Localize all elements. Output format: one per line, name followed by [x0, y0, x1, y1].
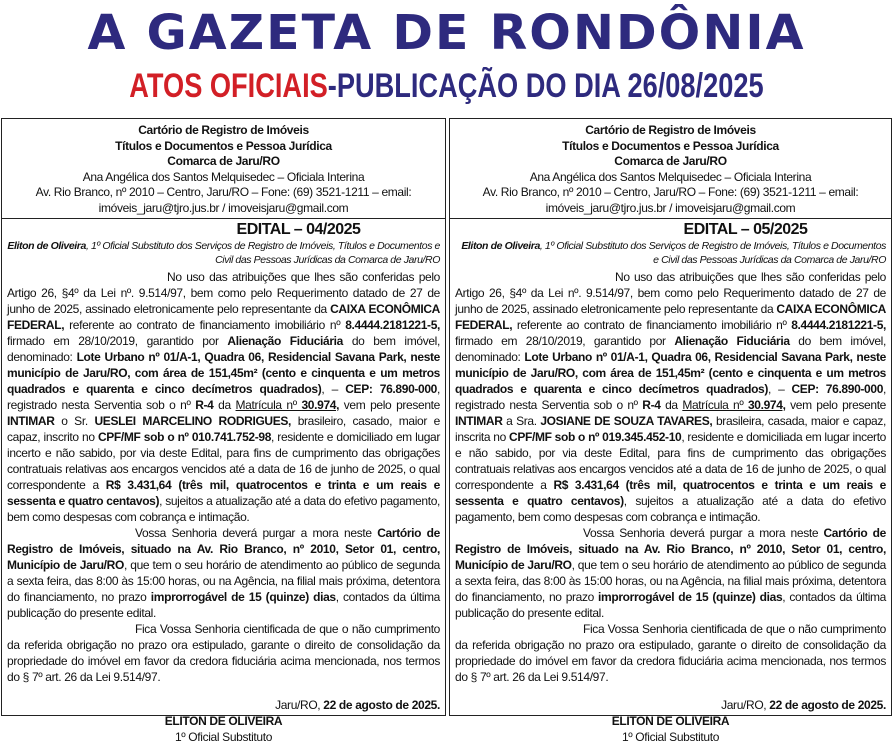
- edital-date: [455, 697, 886, 713]
- registry-header-line5: Av. Rio Branco, nº 2010 – Centro, Jaru/RO – Fone: (69) 3521-1211 – email:: [482, 185, 859, 199]
- registry-header-line6: imóveis_jaru@tjro.jus.br / imoveisjaru@gmail.com: [98, 200, 349, 215]
- signer-name: ELITON DE OLIVEIRA: [164, 714, 283, 728]
- paragraph-text: do bem imóvel, denominado:: [455, 334, 886, 364]
- paragraph-text: Alienação Fiduciária: [674, 334, 790, 348]
- registry-header-line6: imóveis_jaru@tjro.jus.br / imoveisjaru@gmail.com: [545, 200, 796, 215]
- paragraph-text: 30.974,: [747, 398, 786, 412]
- paragraph-text: referente ao contrato de financiamento imobiliário nº: [512, 318, 792, 332]
- paragraph-text: Cartório de Registro de Imóveis, situado na Av. Rio Branco, nº 2010, Setor 01, centro, Município de Jaru/RO: [7, 526, 440, 572]
- paragraph-text: CAIXA ECONÔMICA FEDERAL,: [7, 302, 440, 332]
- date-value: 22 de agosto de 2025.: [769, 698, 886, 712]
- paragraph-text: UESLEI MARCELINO RODRIGUES,: [94, 414, 292, 428]
- paragraph-text: , –: [321, 382, 346, 396]
- registry-header-line4: Ana Angélica dos Santos Melquisedec – Oficiala Interina: [82, 169, 365, 184]
- paragraph-text: CEP: 76.890-000: [345, 382, 438, 396]
- paragraph-text: Matrícula nº: [235, 398, 302, 412]
- newspaper-masthead: A GAZETA DE RONDÔNIA: [87, 5, 806, 61]
- registry-header-line4: Ana Angélica dos Santos Melquisedec – Oficiala Interina: [529, 169, 812, 184]
- section-separator: -: [327, 67, 337, 105]
- paragraph-text: do bem imóvel, denominado:: [7, 334, 440, 364]
- paragraph-text: firmado em 28/10/2019, garantido por: [455, 334, 675, 348]
- edital-paragraph: [7, 621, 440, 685]
- paragraph-text: Vossa Senhoria deverá purgar a mora neste: [583, 526, 824, 540]
- paragraph-text: brasileira, casada, maior e capaz, inscrita no: [455, 414, 886, 444]
- paragraph-text: Alienação Fiduciária: [227, 334, 343, 348]
- issuer-title: , 1º Oficial Substituto dos Serviços de Registro de Imóveis, Títulos e Documentos e Civil das Pessoas Jurídicas da Comarca de Jaru/RO: [539, 240, 886, 266]
- paragraph-text: , registrado nesta Serventia sob o nº: [7, 382, 440, 412]
- registry-header-line1: Cartório de Registro de Imóveis: [138, 123, 309, 137]
- issuer-title: , 1º Oficial Substituto dos Serviços de Registro de Imóveis, Títulos e Documentos e Civil das Pessoas Jurídicas da Comarca de Jaru/RO: [85, 240, 440, 266]
- section-header: [0, 64, 893, 108]
- paragraph-text: firmado em 28/10/2019, garantido por: [7, 334, 228, 348]
- paragraph-text: JOSIANE DE SOUZA TAVARES,: [540, 414, 713, 428]
- paragraph-text: CAIXA ECONÔMICA FEDERAL,: [455, 302, 886, 332]
- paragraph-text: CPF/MF sob o nº 019.345.452-10: [509, 430, 682, 444]
- paragraph-text: , –: [768, 382, 792, 396]
- edital-paragraph: [7, 525, 440, 621]
- edital-issuer: [7, 239, 440, 267]
- paragraph-text: No uso das atribuições que lhes são conferidas pelo Artigo 26, §4º da Lei nº. 9.514/97, bem como pelo Requerimento datado de 27 de junho de 2025, assinado eletronicamente pelo representante da: [7, 270, 440, 316]
- paragraph-text: brasileiro, casado, maior e capaz, inscrito no: [7, 414, 440, 444]
- paragraph-text: R$ 3.431,64 (três mil, quatrocentos e trinta e um reais e sessenta e quatro centavos): [455, 478, 886, 508]
- paragraph-text: , sujeitos a atualização até a data do efetivo pagamento, bem como despesas com cobrança e intimação.: [455, 494, 886, 524]
- signer-role: 1º Oficial Substituto: [174, 730, 273, 744]
- date-place: Jaru/RO,: [275, 698, 324, 712]
- registry-header-line5: Av. Rio Branco, nº 2010 – Centro, Jaru/RO – Fone: (69) 3521-1211 – email:: [35, 185, 412, 199]
- paragraph-text: vem pelo presente: [785, 398, 887, 412]
- divider: [2, 218, 445, 219]
- paragraph-text: R$ 3.431,64 (três mil, quatrocentos e trinta e um reais e sessenta e quatro centavos): [7, 478, 440, 508]
- paragraph-text: R-4: [195, 398, 214, 412]
- paragraph-text: , registrado nesta Serventia sob o nº: [455, 382, 887, 412]
- paragraph-text: , residente e domiciliada em lugar incerto e não sabido, por via deste Edital, para fins de cumprimento das obrigações contratuais relativas aos encargos vencidos até a data de 16 de junho de 2025, o qual correspondente a: [455, 430, 887, 492]
- paragraph-text: improrrogável de 15 (quinze) dias: [598, 590, 783, 604]
- paragraph-text: , que tem o seu horário de atendimento ao público de segunda a sexta feira, das 8:00 às 15:00 horas, ou na Agência, na filial mais próxima, detentora do financiamento, no prazo: [7, 558, 440, 604]
- paragraph-text: Fica Vossa Senhoria cientificada de que o não cumprimento da referida obrigação no prazo ora estipulado, garante o direito de consolidação da propriedade do imóvel em favor da credora fiduciária acima mencionada, nos termos do § 7º art. 26 da Lei 9.514/97.: [455, 622, 886, 684]
- publication-date: PUBLICAÇÃO DO DIA 26/08/2025: [336, 67, 764, 105]
- paragraph-text: referente ao contrato de financiamento imobiliário nº: [64, 318, 346, 332]
- paragraph-text: Lote Urbano nº 01/A-1, Quadra 06, Residencial Savana Park, neste município de Jaru/RO, com área de 151,45m² (cento e cinquenta e um metros quadrados e quarenta e cinco decímetros quadrados): [455, 350, 886, 396]
- registry-header-line3: Comarca de Jaru/RO: [167, 154, 280, 168]
- paragraph-text: , contados da última publicação do presente edital.: [7, 590, 440, 620]
- signer-role: 1º Oficial Substituto: [621, 730, 720, 744]
- paragraph-text: CEP: 76.890-000: [791, 382, 884, 396]
- date-value: 22 de agosto de 2025.: [323, 698, 440, 712]
- paragraph-text: Vossa Senhoria deverá purgar a mora neste: [135, 526, 378, 540]
- edital-date: [7, 697, 440, 713]
- divider: [450, 218, 891, 219]
- registry-header-line2: Títulos e Documentos e Pessoa Jurídica: [562, 138, 779, 153]
- paragraph-text: vem pelo presente: [339, 398, 440, 412]
- registry-header: [7, 123, 440, 216]
- paragraph-text: Cartório de Registro de Imóveis, situado na Av. Rio Branco, nº 2010, Setor 01, centro, Município de Jaru/RO: [455, 526, 886, 572]
- edital-paragraph: [455, 269, 886, 525]
- edital-issuer: [455, 239, 886, 267]
- paragraph-text: CPF/MF sob o nº 010.741.752-98: [97, 430, 272, 444]
- paragraph-text: , contados da última publicação do presente edital.: [455, 590, 886, 620]
- date-place: Jaru/RO,: [721, 698, 770, 712]
- issuer-name: Eliton de Oliveira: [7, 240, 86, 252]
- paragraph-text: INTIMAR: [7, 414, 55, 428]
- paragraph-text: a Sra.: [502, 414, 541, 428]
- edital-column-right: [449, 118, 892, 744]
- registry-header-line2: Títulos e Documentos e Pessoa Jurídica: [115, 138, 332, 153]
- edital-column-left: [1, 118, 446, 744]
- edital-title: EDITAL – 05/2025: [683, 221, 808, 238]
- issuer-name: Eliton de Oliveira: [461, 240, 540, 252]
- paragraph-text: Fica Vossa Senhoria cientificada de que o não cumprimento da referida obrigação no prazo ora estipulado, garante o direito de consolidação da propriedade do imóvel em favor da credora fiduciária acima mencionada, nos termos do § 7º art. 26 da Lei 9.514/97.: [7, 622, 440, 684]
- edital-paragraph: [455, 525, 886, 621]
- paragraph-text: improrrogável de 15 (quinze) dias: [150, 590, 336, 604]
- paragraph-text: INTIMAR: [455, 414, 503, 428]
- paragraph-text: , residente e domiciliado em lugar incerto e não sabido, por via deste Edital, para fins de cumprimento das obrigações contratuais relativas aos encargos vencidos até a data de 16 de junho de 2025, o qual correspondente a: [7, 430, 441, 492]
- section-label: ATOS OFICIAIS: [129, 67, 328, 105]
- registry-header: [455, 123, 886, 216]
- edital-paragraph: [455, 621, 886, 685]
- paragraph-text: , que tem o seu horário de atendimento ao público de segunda a sexta feira, das 8:00 às 15:00 horas, ou na Agência, na filial mais próxima, detentora do financiamento, no prazo: [455, 558, 886, 604]
- paragraph-text: Lote Urbano nº 01/A-1, Quadra 06, Residencial Savana Park, neste município de Jaru/RO, com área de 151,45m² (cento e cinquenta e um metros quadrados e quarenta e cinco decímetros quadrados): [7, 350, 440, 396]
- paragraph-text: R-4: [642, 398, 661, 412]
- paragraph-text: da: [213, 398, 236, 412]
- signer-name: ELITON DE OLIVEIRA: [611, 714, 730, 728]
- paragraph-text: 30.974,: [301, 398, 340, 412]
- paragraph-text: , sujeitos a atualização até a data do efetivo pagamento, bem como despesas com cobrança e intimação.: [7, 494, 440, 524]
- paragraph-text: No uso das atribuições que lhes são conferidas pelo Artigo 26, §4º da Lei nº. 9.514/97, bem como pelo Requerimento datado de 27 de junho de 2025, assinado eletronicamente pelo representante da: [455, 270, 886, 316]
- paragraph-text: Matrícula nº: [682, 398, 748, 412]
- registry-header-line1: Cartório de Registro de Imóveis: [585, 123, 756, 137]
- registry-header-line3: Comarca de Jaru/RO: [614, 154, 727, 168]
- paragraph-text: 8.4444.2181221-5,: [791, 318, 886, 332]
- paragraph-text: 8.4444.2181221-5,: [345, 318, 440, 332]
- paragraph-text: da: [660, 398, 683, 412]
- edital-title: EDITAL – 04/2025: [236, 221, 361, 238]
- paragraph-text: o Sr.: [54, 414, 95, 428]
- edital-paragraph: [7, 269, 440, 525]
